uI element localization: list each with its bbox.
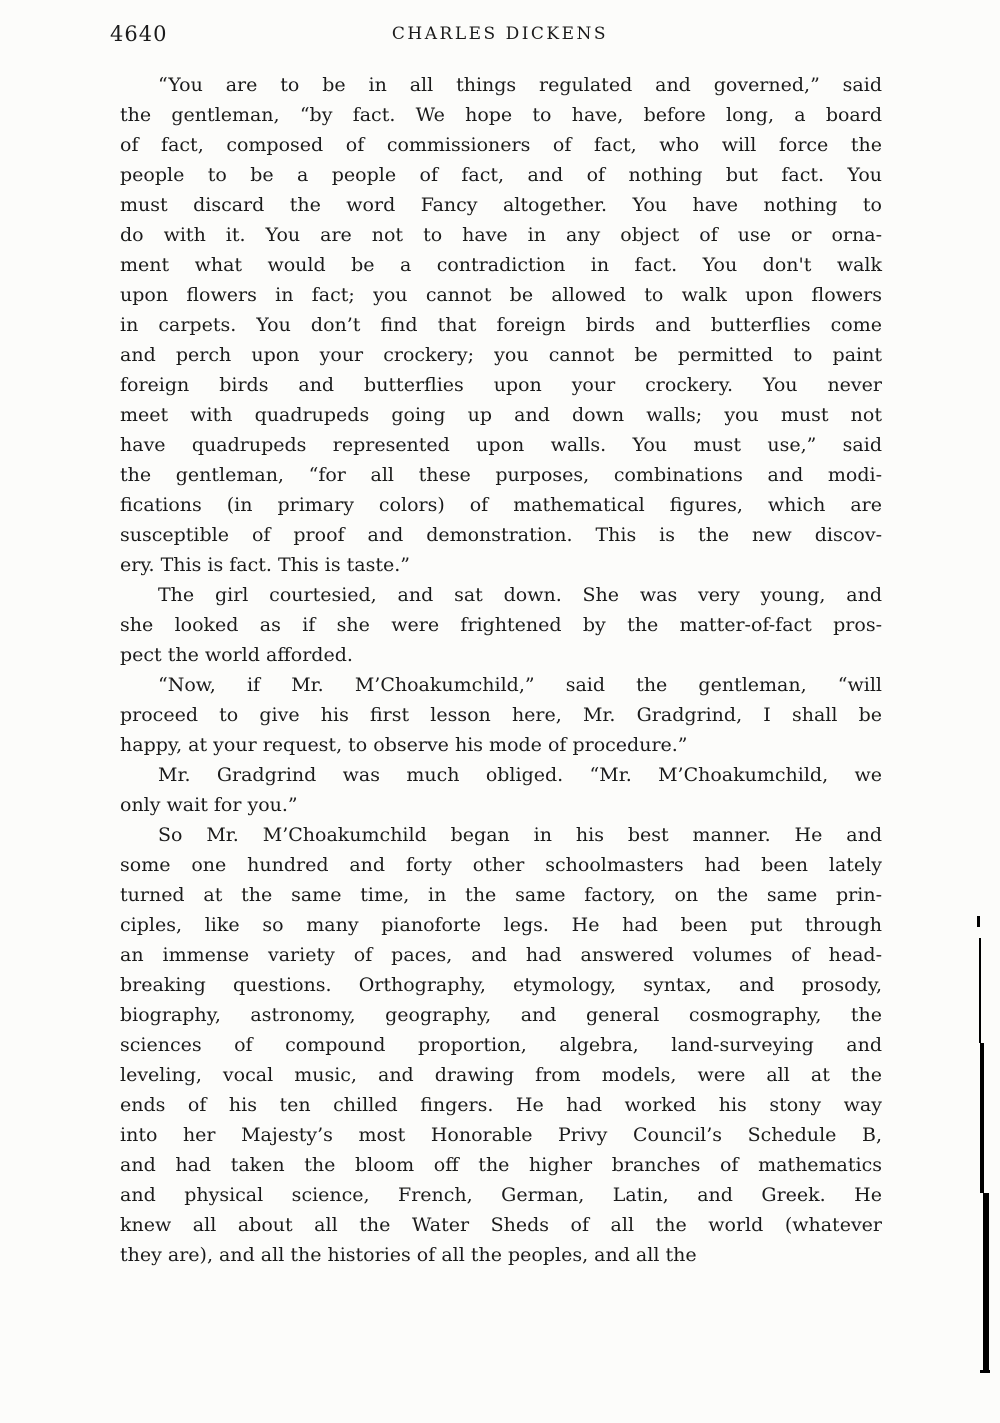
text-line: ery. This is fact. This is taste.”	[120, 554, 410, 576]
text-line: meet with quadrupeds going up and down walls; you must not	[120, 404, 882, 426]
text-line: So Mr. M’Choakumchild began in his best manner. He and	[158, 824, 882, 846]
text-line: happy, at your request, to observe his mode of procedure.”	[120, 734, 688, 756]
text-line: breaking questions. Orthography, etymology, syntax, and prosody,	[120, 974, 882, 996]
text-line: of fact, composed of commissioners of fact, who will force the	[120, 134, 882, 156]
text-line: proceed to give his first lesson here, Mr. Gradgrind, I shall be	[120, 704, 882, 726]
scan-artifact-line	[979, 938, 981, 1043]
text-line: some one hundred and forty other schoolmasters had been lately	[120, 854, 882, 876]
text-line: the gentleman, “by fact. We hope to have, before long, a board	[120, 104, 882, 126]
text-line: Mr. Gradgrind was much obliged. “Mr. M’Choakumchild, we	[158, 764, 882, 786]
text-line: they are), and all the histories of all the peoples, and all the	[120, 1244, 697, 1266]
page-number: 4640	[110, 22, 168, 46]
text-line: the gentleman, “for all these purposes, combinations and modi-	[120, 464, 882, 486]
text-block	[120, 70, 882, 1270]
text-line: fications (in primary colors) of mathematical figures, which are	[120, 494, 882, 516]
text-line: in carpets. You don’t find that foreign birds and butterflies come	[120, 314, 882, 336]
text-line: upon flowers in fact; you cannot be allowed to walk upon flowers	[120, 284, 882, 306]
text-line: turned at the same time, in the same factory, on the same prin-	[120, 884, 882, 906]
text-line: “You are to be in all things regulated and governed,” said	[158, 74, 882, 96]
text-line: foreign birds and butterflies upon your crockery. You never	[120, 374, 882, 396]
text-line: she looked as if she were frightened by the matter-of-fact pros-	[120, 614, 882, 636]
scan-artifact-mark	[980, 1370, 990, 1373]
text-line: and physical science, French, German, Latin, and Greek. He	[120, 1184, 882, 1206]
text-line: ends of his ten chilled fingers. He had worked his stony way	[120, 1094, 882, 1116]
text-line: must discard the word Fancy altogether. You have nothing to	[120, 194, 882, 216]
text-line: and perch upon your crockery; you cannot be permitted to paint	[120, 344, 882, 366]
text-line: an immense variety of paces, and had answered volumes of head-	[120, 944, 882, 966]
text-line: people to be a people of fact, and of nothing but fact. You	[120, 164, 882, 186]
text-line: ciples, like so many pianoforte legs. He had been put through	[120, 914, 882, 936]
text-line: pect the world afforded.	[120, 644, 353, 666]
text-line: have quadrupeds represented upon walls. You must use,” said	[120, 434, 882, 456]
running-title: CHARLES DICKENS	[391, 24, 609, 44]
text-line: “Now, if Mr. M’Choakumchild,” said the gentleman, “will	[158, 674, 882, 696]
text-line: knew all about all the Water Sheds of all the world (whatever	[120, 1214, 882, 1236]
text-line: The girl courtesied, and sat down. She was very young, and	[158, 584, 882, 606]
text-line: sciences of compound proportion, algebra, land-surveying and	[120, 1034, 882, 1056]
scan-artifact-line	[983, 1193, 989, 1373]
text-line: susceptible of proof and demonstration. This is the new discov-	[120, 524, 882, 546]
text-line: do with it. You are not to have in any object of use or orna-	[120, 224, 882, 246]
scan-artifact-mark	[977, 916, 980, 927]
running-head	[0, 20, 1000, 50]
text-line: only wait for you.”	[120, 794, 298, 816]
text-line: biography, astronomy, geography, and general cosmography, the	[120, 1004, 882, 1026]
scan-artifact-line	[980, 1043, 984, 1193]
text-line: and had taken the bloom off the higher branches of mathematics	[120, 1154, 882, 1176]
text-line: into her Majesty’s most Honorable Privy Council’s Schedule B,	[120, 1124, 882, 1146]
text-line: ment what would be a contradiction in fact. You don't walk	[120, 254, 882, 276]
text-line: leveling, vocal music, and drawing from models, were all at the	[120, 1064, 882, 1086]
